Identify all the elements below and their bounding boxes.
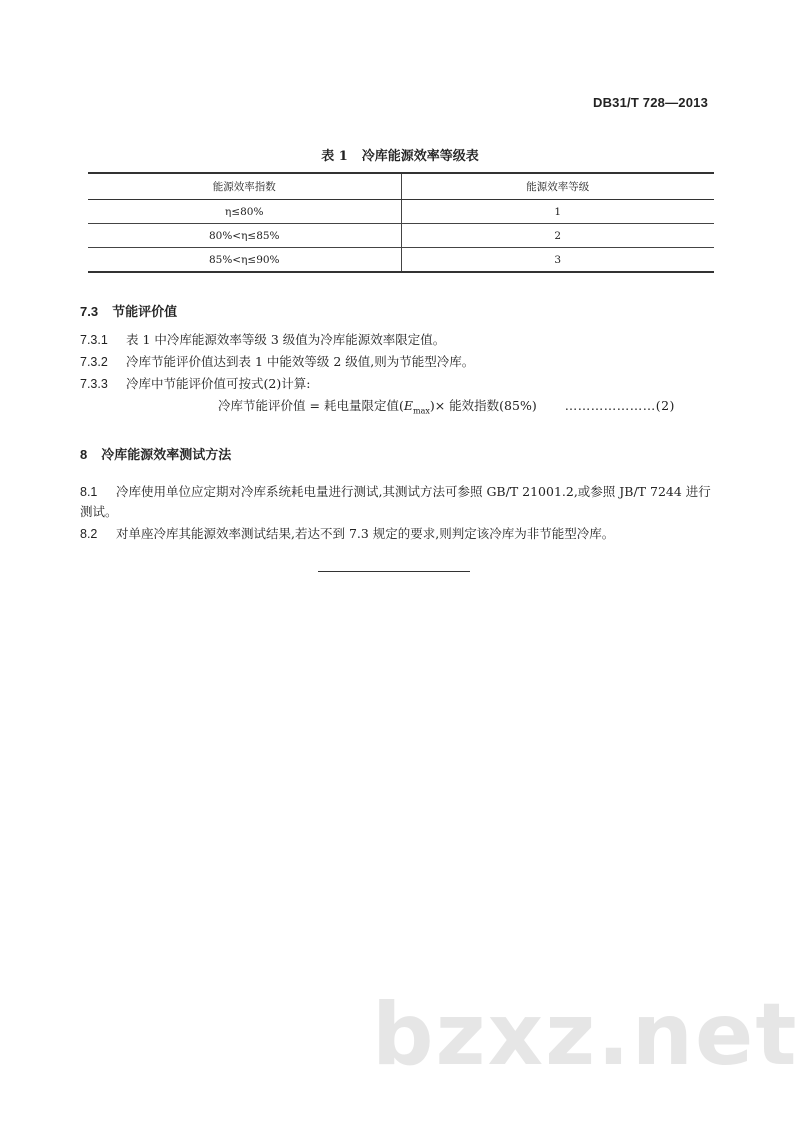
clause-number: 8.2 (80, 527, 98, 541)
table-row (88, 248, 714, 273)
equals-sign: = (309, 398, 320, 413)
table-cell: 80%<η≤85% (88, 224, 401, 248)
section-title: 冷库能源效率测试方法 (101, 448, 232, 463)
section-title: 节能评价值 (112, 305, 178, 320)
clause-number: 7.3.1 (80, 333, 108, 347)
clause-number: 7.3.3 (80, 377, 108, 391)
end-divider (318, 571, 470, 572)
table-cell: 2 (401, 224, 714, 248)
clause (80, 482, 720, 522)
section-number: 8 (80, 447, 88, 462)
table-row (88, 200, 714, 224)
table-caption: 冷库能源效率等级表 (361, 149, 479, 164)
table-header-row (88, 173, 714, 200)
formula-rhs-prefix: 耗电量限定值( (323, 398, 404, 413)
section-heading (80, 444, 231, 463)
clause-text: 冷库节能评价值达到表 1 中能效等级 2 级值,则为节能型冷库。 (126, 354, 475, 369)
clause (80, 524, 720, 544)
formula-symbol: E (403, 398, 413, 413)
clause-number: 8.1 (80, 485, 98, 499)
table-row (88, 224, 714, 248)
clause (80, 374, 310, 394)
column-header: 能源效率指数 (88, 173, 401, 200)
clause-text: 冷库中节能评价值可按式(2)计算: (126, 376, 311, 391)
table-cell: η≤80% (88, 200, 401, 224)
clause (80, 352, 474, 372)
table-cell: 1 (401, 200, 714, 224)
clause-number: 7.3.2 (80, 355, 108, 369)
equation-number: …………………(2) (564, 398, 675, 413)
formula-subscript: max (412, 406, 430, 416)
clause (80, 330, 445, 350)
formula-lhs: 冷库节能评价值 (218, 398, 306, 413)
table-cell: 85%<η≤90% (88, 248, 401, 273)
formula (218, 396, 675, 416)
table-number: 表 1 (321, 149, 348, 164)
document-code: DB31/T 728—2013 (592, 95, 708, 110)
section-heading (80, 301, 177, 320)
clause-text: 对单座冷库其能源效率测试结果,若达不到 7.3 规定的要求,则判定该冷库为非节能型冷库。 (116, 526, 615, 541)
clause-text: 冷库使用单位应定期对冷库系统耗电量进行测试,其测试方法可参照 GB/T 21001.2,或参照 JB/T 7244 进行测试。 (80, 484, 711, 519)
formula-rhs-suffix: )× 能效指数(85%) (429, 398, 537, 413)
section-number: 7.3 (80, 304, 99, 319)
table-title (0, 145, 800, 164)
watermark: bzxz.net (372, 985, 799, 1085)
clause-text: 表 1 中冷库能源效率等级 3 级值为冷库能源效率限定值。 (126, 332, 446, 347)
efficiency-grade-table (88, 172, 714, 273)
column-header: 能源效率等级 (401, 173, 714, 200)
table-cell: 3 (401, 248, 714, 273)
